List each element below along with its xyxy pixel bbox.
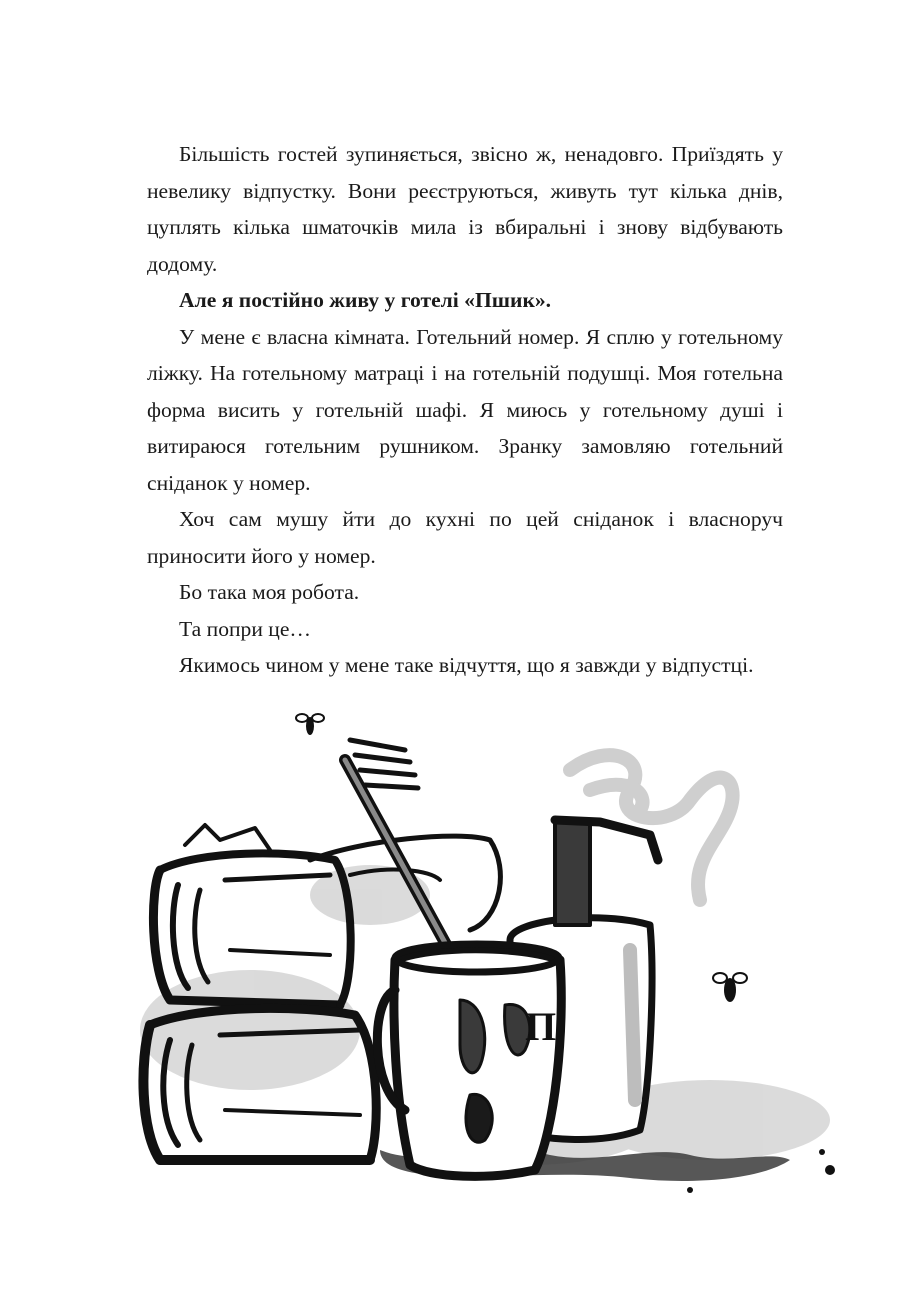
toothbrush-icon bbox=[345, 740, 460, 970]
paragraph-job: Бо така моя робота. bbox=[179, 580, 360, 604]
paragraph-kitchen: Хоч сам мушу йти до кухні по цей сніданок і власноруч приносити його у номер. bbox=[147, 507, 783, 568]
paragraph-vacation: Якимось чином у мене таке відчуття, що я завжди у відпустці. bbox=[179, 653, 754, 677]
steam-icon bbox=[570, 755, 733, 900]
fly-icon bbox=[296, 714, 324, 735]
paragraph-bold-hotel: Але я постійно живу у готелі «Пшик». bbox=[179, 288, 552, 312]
mug-icon bbox=[377, 944, 561, 1176]
paragraph-despite: Та попри це… bbox=[179, 616, 312, 641]
mug-letter: П bbox=[525, 1004, 557, 1049]
body-text bbox=[147, 136, 783, 684]
paragraph-room: У мене є власна кімната. Готельний номер. Я сплю у готельному ліжку. На готельному матраці і на готельній подушці. Моя готельна форма висить у готельній шафі. Я миюсь у готельному душі і витираюся готельним рушником. Зранку замовляю готельний сніданок у номер. bbox=[147, 324, 783, 495]
bathroom-illustration bbox=[130, 700, 850, 1220]
paragraph-guests: Більшість гостей зупиняється, звісно ж, ненадовго. Приїздять у невелику відпустку. Вони реєструються, живуть тут кілька днів, цуплять кілька шматочків мила із вбиральні і знову відбувають додому. bbox=[147, 142, 783, 276]
fly-icon bbox=[713, 973, 747, 1002]
